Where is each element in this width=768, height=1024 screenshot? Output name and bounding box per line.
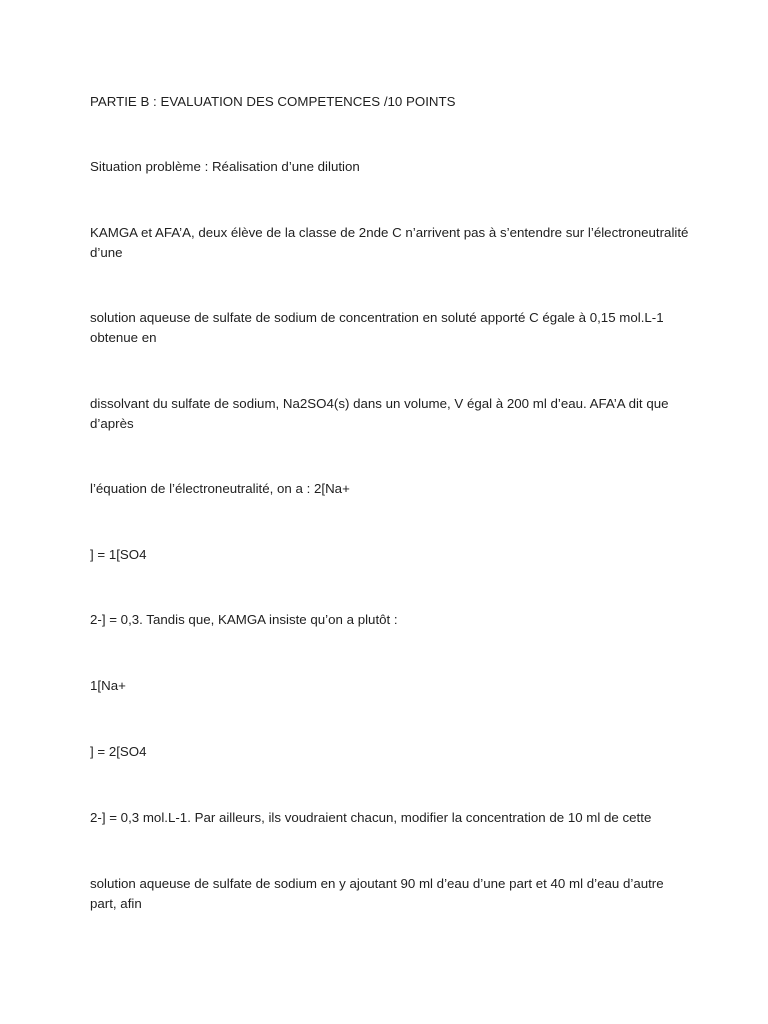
equation-fragment-1: ] = 1[SO4 [90,547,147,562]
equation-fragment-4: ] = 2[SO4 [90,744,147,759]
section-heading: PARTIE B : EVALUATION DES COMPETENCES /10 POINTS [90,94,456,109]
paragraph-concentration: 2-] = 0,3 mol.L-1. Par ailleurs, ils voudraient chacun, modifier la concentration de 10 ml de cette [90,810,652,825]
equation-fragment-2: 2-] = 0,3. Tandis que, KAMGA insiste qu’on a plutôt : [90,612,398,627]
paragraph-dilution: solution aqueuse de sulfate de sodium en y ajoutant 90 ml d’eau d’une part et 40 ml d’eau d’autre part, afin [90,876,664,911]
paragraph-dissolution: dissolvant du sulfate de sodium, Na2SO4(s) dans un volume, V égal à 200 ml d’eau. AFA’A dit que d’après [90,396,669,431]
paragraph-intro: KAMGA et AFA’A, deux élève de la classe de 2nde C n’arrivent pas à s’entendre sur l’électroneutralité d’une [90,225,689,260]
paragraph-solution: solution aqueuse de sulfate de sodium de concentration en soluté apporté C égale à 0,15 mol.L-1 obtenue en [90,310,664,345]
paragraph-equation: l’équation de l’électroneutralité, on a : 2[Na+ [90,481,350,496]
equation-fragment-3: 1[Na+ [90,678,126,693]
problem-title: Situation problème : Réalisation d’une dilution [90,159,360,174]
